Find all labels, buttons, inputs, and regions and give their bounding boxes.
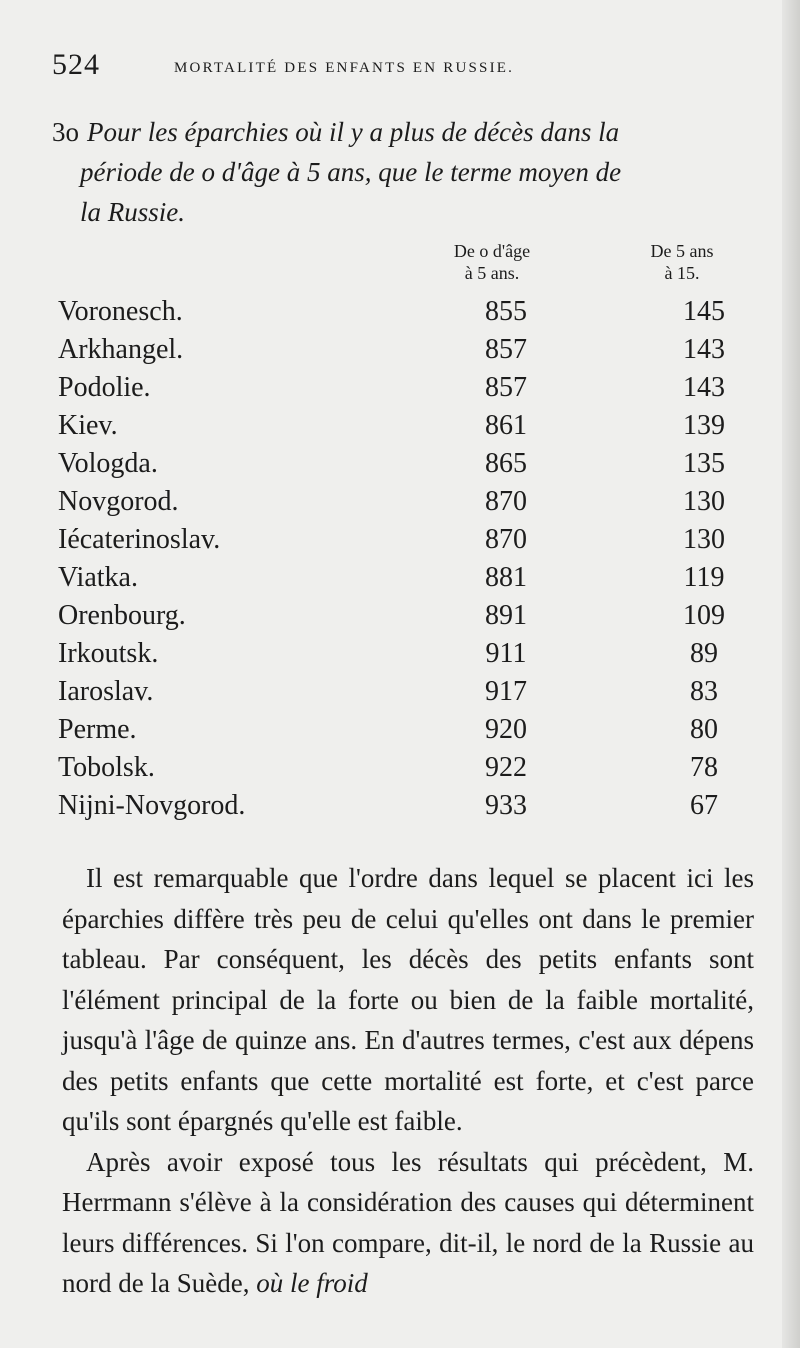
table-row <box>52 752 752 790</box>
deaths-age-5-15: 83 <box>690 676 718 707</box>
table-row <box>52 410 752 448</box>
deaths-age-0-5: 870 <box>485 486 527 517</box>
eparchy-name: Kiev. <box>58 410 118 441</box>
deaths-age-5-15: 143 <box>683 334 725 365</box>
deaths-age-0-5: 881 <box>485 562 527 593</box>
table-row <box>52 562 752 600</box>
paragraph-2-text: Après avoir exposé tous les résultats qui précèdent, M. Herrmann s'élève à la considération des causes qui déterminent leurs différences. Si l'on compare, dit-il, le nord de la Russie au nord de la Suède, <box>62 1146 754 1298</box>
deaths-age-0-5: 933 <box>485 790 527 821</box>
eparchy-name: Perme. <box>58 714 137 745</box>
table-row <box>52 296 752 334</box>
eparchy-name: Podolie. <box>58 372 151 403</box>
table-row <box>52 638 752 676</box>
table-row <box>52 790 752 828</box>
table-row <box>52 448 752 486</box>
table-row <box>52 600 752 638</box>
eparchy-name: Nijni-Novgorod. <box>58 790 246 821</box>
deaths-age-0-5: 922 <box>485 752 527 783</box>
table-row <box>52 676 752 714</box>
deaths-age-5-15: 109 <box>683 600 725 631</box>
deaths-age-0-5: 865 <box>485 448 527 479</box>
table-row <box>52 524 752 562</box>
eparchy-name: Iaroslav. <box>58 676 154 707</box>
deaths-age-5-15: 119 <box>683 562 725 593</box>
deaths-age-5-15: 80 <box>690 714 718 745</box>
column-header-line: à 15. <box>664 263 700 283</box>
section-intro <box>52 112 760 232</box>
intro-line-2: période de o d'âge à 5 ans, que le terme moyen de <box>80 157 622 187</box>
column-header-age-0-5 <box>432 240 552 284</box>
deaths-age-5-15: 89 <box>690 638 718 669</box>
page-number: 524 <box>52 48 100 81</box>
paragraph-2-italic: où le froid <box>256 1268 368 1298</box>
column-header-line: De o d'âge <box>453 241 531 261</box>
deaths-age-5-15: 67 <box>690 790 718 821</box>
eparchy-table <box>52 296 752 828</box>
deaths-age-0-5: 857 <box>485 372 527 403</box>
running-title: MORTALITÉ DES ENFANTS EN RUSSIE. <box>174 60 515 76</box>
deaths-age-5-15: 130 <box>683 486 725 517</box>
deaths-age-0-5: 917 <box>485 676 527 707</box>
column-header-line: De 5 ans <box>650 241 714 261</box>
paragraph-2 <box>62 1142 754 1304</box>
column-header-age-5-15 <box>622 240 742 284</box>
deaths-age-0-5: 857 <box>485 334 527 365</box>
column-header-line: à 5 ans. <box>464 263 520 283</box>
deaths-age-0-5: 861 <box>485 410 527 441</box>
eparchy-name: Vologda. <box>58 448 158 479</box>
eparchy-name: Irkoutsk. <box>58 638 159 669</box>
deaths-age-5-15: 145 <box>683 296 725 327</box>
section-number: 3o <box>52 117 79 147</box>
eparchy-name: Arkhangel. <box>58 334 184 365</box>
eparchy-name: Voronesch. <box>58 296 183 327</box>
page-header <box>52 48 752 88</box>
eparchy-name: Tobolsk. <box>58 752 155 783</box>
deaths-age-5-15: 135 <box>683 448 725 479</box>
intro-line-1: Pour les éparchies où il y a plus de décès dans la <box>87 117 620 147</box>
eparchy-name: Novgorod. <box>58 486 179 517</box>
deaths-age-0-5: 870 <box>485 524 527 555</box>
deaths-age-0-5: 891 <box>485 600 527 631</box>
deaths-age-5-15: 139 <box>683 410 725 441</box>
deaths-age-5-15: 143 <box>683 372 725 403</box>
paragraph-1: Il est remarquable que l'ordre dans lequel se placent ici les éparchies diffère très peu de celui qu'elles ont dans le premier tableau. Par conséquent, les décès des petits enfants sont l'élément principal de la forte ou bien de la faible mortalité, jusqu'à l'âge de quinze ans. En d'autres termes, c'est aux dépens des petits enfants que cette mortalité est forte, et c'est parce qu'ils sont épargnés qu'elle est faible. <box>62 863 754 1136</box>
deaths-age-0-5: 920 <box>485 714 527 745</box>
table-row <box>52 486 752 524</box>
intro-line-3: la Russie. <box>80 197 185 227</box>
eparchy-name: Iécaterinoslav. <box>58 524 221 555</box>
deaths-age-0-5: 855 <box>485 296 527 327</box>
eparchy-name: Viatka. <box>58 562 138 593</box>
table-row <box>52 714 752 752</box>
page-edge <box>782 0 800 1348</box>
deaths-age-5-15: 130 <box>683 524 725 555</box>
table-row <box>52 372 752 410</box>
eparchy-name: Orenbourg. <box>58 600 186 631</box>
deaths-age-5-15: 78 <box>690 752 718 783</box>
table-row <box>52 334 752 372</box>
deaths-age-0-5: 911 <box>485 638 527 669</box>
body-text <box>62 858 754 1304</box>
